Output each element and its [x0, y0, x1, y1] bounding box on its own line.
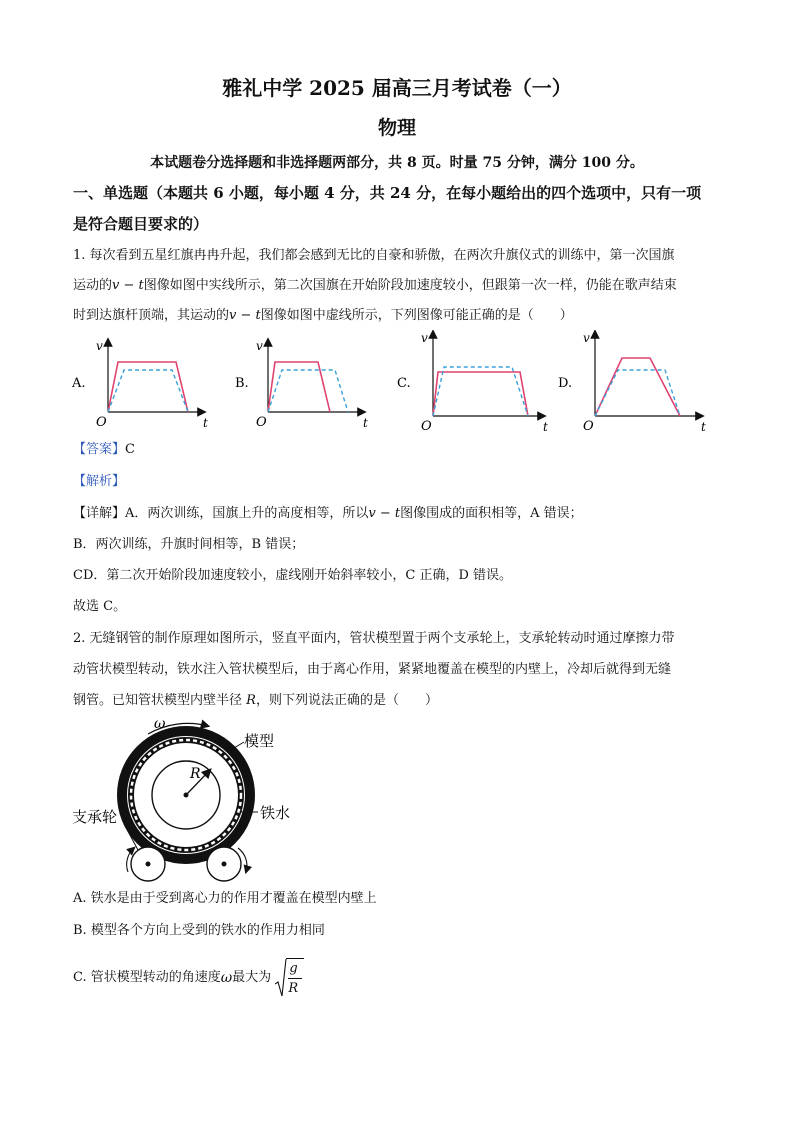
q1-line2	[73, 276, 677, 296]
q2-option-c-text: C. 管状模型转动的角速度	[73, 970, 221, 985]
option-d-label: D.	[558, 376, 573, 391]
q2-line3	[73, 691, 438, 711]
axis-t-label: t	[363, 416, 368, 430]
q1-detail-2: B．两次训练，升旗时间相等，B 错误；	[73, 537, 305, 552]
origin-label: O	[96, 415, 107, 430]
axis-t-label: t	[203, 416, 208, 430]
axis-v-label: v	[421, 331, 428, 345]
vt-symbol: v − t	[112, 278, 144, 293]
sqrt-denominator: R	[288, 981, 299, 996]
q2-option-b[interactable]: B. 模型各个方向上受到的铁水的作用力相同	[73, 923, 325, 938]
solid-line	[268, 362, 330, 412]
q1-detail-1	[73, 504, 583, 524]
q1-detail-4: 故选 C。	[73, 599, 127, 614]
axis-v-label: v	[583, 331, 590, 345]
answer-tag: 【答案】	[73, 442, 126, 457]
q1-options-graphs	[60, 330, 740, 435]
wheel-label: 支承轮	[72, 808, 118, 826]
radius-symbol: R	[246, 693, 256, 708]
iron-label: 铁水	[260, 804, 291, 822]
q1-line2a: 运动的	[73, 278, 113, 293]
seamless-pipe-figure	[68, 712, 328, 887]
exam-intro: 本试题卷分选择题和非选择题两部分，共 8 页。时量 75 分钟，满分 100 分。	[150, 155, 644, 171]
q1-line2b: 图像如图中实线所示，第二次国旗在开始阶段加速度较小，但跟第一次一样，仍能在歌声结束	[143, 278, 677, 293]
q2-line1: 2. 无缝钢管的制作原理如图所示，竖直平面内，管状模型置于两个支承轮上，支承轮转动时通过摩擦力带	[73, 631, 675, 646]
option-a-label: A.	[72, 376, 86, 391]
model-leader	[234, 742, 244, 748]
option-c-graph[interactable]	[397, 331, 548, 434]
q1-answer	[73, 440, 135, 460]
q1-line3	[73, 306, 573, 326]
solid-line	[595, 358, 680, 416]
answer-value: C	[125, 442, 135, 457]
solid-line	[108, 362, 188, 412]
omega-symbol: ω	[220, 970, 233, 986]
solid-line	[433, 372, 528, 416]
axis-t-label: t	[543, 420, 548, 434]
q2-option-a[interactable]: A. 铁水是由于受到离心力的作用才覆盖在模型内壁上	[73, 891, 377, 906]
option-c-label: C.	[397, 376, 411, 391]
option-b-label: B.	[235, 376, 249, 391]
dashed-line	[433, 367, 528, 416]
axis-v-label: v	[96, 339, 103, 353]
q2-line2: 动管状模型转动，铁水注入管状模型后，由于离心作用，紧紧地覆盖在模型的内壁上，冷却后就得到无缝	[73, 662, 672, 677]
detail1a: 【详解】A．两次训练，国旗上升的高度相等，所以	[73, 506, 369, 521]
q1-line1: 1. 每次看到五星红旗冉冉升起，我们都会感到无比的自豪和骄傲，在两次升旗仪式的训练中，第一次国旗	[73, 248, 675, 263]
option-b-graph[interactable]	[235, 339, 368, 430]
left-wheel-axle	[146, 862, 151, 867]
section-heading: 一、单选题（本题共 6 小题，每小题 4 分，共 24 分，在每小题给出的四个选项中，只有一项	[73, 184, 702, 202]
q2-option-c[interactable]	[73, 958, 305, 1002]
q1-line3b: 图像如图中虚线所示，下列图像可能正确的是（ ）	[260, 308, 573, 323]
option-d-graph[interactable]	[558, 331, 706, 434]
vt-symbol: v − t	[368, 506, 401, 521]
dashed-line	[108, 370, 188, 412]
origin-label: O	[421, 419, 432, 434]
vt-symbol: v − t	[229, 308, 261, 323]
radius-label: R	[190, 766, 201, 782]
axis-v-label: v	[256, 339, 263, 353]
model-label: 模型	[244, 732, 275, 750]
subject-title: 物理	[377, 117, 416, 139]
origin-label: O	[583, 419, 594, 434]
q2-line3a: 钢管。已知管状模型内壁半径	[73, 693, 247, 708]
q1-detail-3: CD．第二次开始阶段加速度较小，虚线刚开始斜率较小，C 正确，D 错误。	[73, 568, 513, 583]
dashed-line	[268, 370, 348, 412]
q2-option-c-text2: 最大为	[232, 970, 272, 985]
axis-t-label: t	[701, 420, 706, 434]
right-wheel-axle	[222, 862, 227, 867]
origin-label: O	[256, 415, 267, 430]
page-title: 雅礼中学 2025 届高三月考试卷（一）	[222, 76, 572, 100]
section-heading-cont: 是符合题目要求的）	[73, 215, 209, 233]
analysis-tag: 【解析】	[73, 474, 126, 489]
detail1b: 图像围成的面积相等，A 错误；	[400, 506, 583, 521]
option-a-graph[interactable]	[71, 339, 208, 430]
q2-line3b: ，则下列说法正确的是（ ）	[255, 693, 438, 708]
sqrt-formula	[275, 958, 305, 998]
q1-line3a: 时到达旗杆顶端，其运动的	[73, 308, 230, 323]
sqrt-numerator: g	[289, 961, 298, 976]
omega-label: ω	[154, 716, 166, 732]
